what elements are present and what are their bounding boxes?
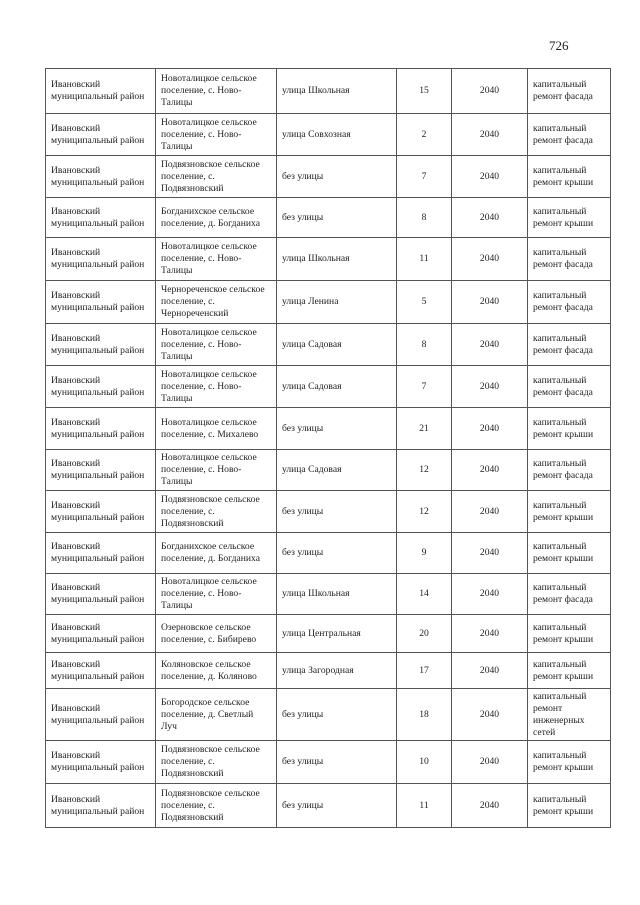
year-cell: 2040 <box>452 198 528 238</box>
year-cell: 2040 <box>452 741 528 784</box>
work-type-cell: капитальный ремонт крыши <box>528 408 611 450</box>
settlement-cell: Новоталицкое сельское поселение, с. Ново-Талицы <box>156 574 277 615</box>
street-cell: улица Загородная <box>277 653 397 689</box>
table-row <box>46 574 611 615</box>
house-number-cell: 12 <box>397 450 452 491</box>
work-type-cell: капитальный ремонт крыши <box>528 784 611 828</box>
street-cell: улица Школьная <box>277 238 397 281</box>
table-row <box>46 324 611 366</box>
table-row <box>46 784 611 828</box>
street-cell: без улицы <box>277 784 397 828</box>
year-cell: 2040 <box>452 69 528 114</box>
street-cell: без улицы <box>277 156 397 198</box>
table-row <box>46 114 611 156</box>
district-cell: Ивановский муниципальный район <box>46 653 156 689</box>
house-number-cell: 21 <box>397 408 452 450</box>
year-cell: 2040 <box>452 653 528 689</box>
house-number-cell: 5 <box>397 281 452 324</box>
district-cell: Ивановский муниципальный район <box>46 366 156 408</box>
table-row <box>46 491 611 533</box>
street-cell: улица Садовая <box>277 324 397 366</box>
settlement-cell: Новоталицкое сельское поселение, с. Михалево <box>156 408 277 450</box>
table-row <box>46 408 611 450</box>
work-type-cell: капитальный ремонт фасада <box>528 366 611 408</box>
table-row <box>46 238 611 281</box>
house-number-cell: 2 <box>397 114 452 156</box>
work-type-cell: капитальный ремонт фасада <box>528 574 611 615</box>
street-cell: без улицы <box>277 198 397 238</box>
settlement-cell: Озерновское сельское поселение, с. Бибирево <box>156 615 277 653</box>
settlement-cell: Новоталицкое сельское поселение, с. Ново-Талицы <box>156 69 277 114</box>
district-cell: Ивановский муниципальный район <box>46 784 156 828</box>
house-number-cell: 14 <box>397 574 452 615</box>
work-type-cell: капитальный ремонт крыши <box>528 653 611 689</box>
work-type-cell: капитальный ремонт крыши <box>528 491 611 533</box>
year-cell: 2040 <box>452 281 528 324</box>
house-number-cell: 11 <box>397 784 452 828</box>
house-number-cell: 20 <box>397 615 452 653</box>
street-cell: улица Школьная <box>277 69 397 114</box>
settlement-cell: Новоталицкое сельское поселение, с. Ново-Талицы <box>156 366 277 408</box>
year-cell: 2040 <box>452 156 528 198</box>
year-cell: 2040 <box>452 450 528 491</box>
page-number: 726 <box>549 38 569 53</box>
district-cell: Ивановский муниципальный район <box>46 156 156 198</box>
table-row <box>46 156 611 198</box>
street-cell: без улицы <box>277 408 397 450</box>
house-number-cell: 9 <box>397 533 452 574</box>
work-type-cell: капитальный ремонт фасада <box>528 450 611 491</box>
work-type-cell: капитальный ремонт фасада <box>528 281 611 324</box>
year-cell: 2040 <box>452 491 528 533</box>
house-number-cell: 8 <box>397 324 452 366</box>
table-row <box>46 689 611 741</box>
street-cell: улица Центральная <box>277 615 397 653</box>
house-number-cell: 12 <box>397 491 452 533</box>
work-type-cell: капитальный ремонт фасада <box>528 114 611 156</box>
street-cell: улица Садовая <box>277 366 397 408</box>
district-cell: Ивановский муниципальный район <box>46 615 156 653</box>
settlement-cell: Новоталицкое сельское поселение, с. Ново-Талицы <box>156 114 277 156</box>
house-number-cell: 7 <box>397 156 452 198</box>
house-number-cell: 7 <box>397 366 452 408</box>
repair-schedule-table <box>45 68 611 828</box>
house-number-cell: 18 <box>397 689 452 741</box>
street-cell: без улицы <box>277 533 397 574</box>
district-cell: Ивановский муниципальный район <box>46 450 156 491</box>
house-number-cell: 15 <box>397 69 452 114</box>
district-cell: Ивановский муниципальный район <box>46 741 156 784</box>
year-cell: 2040 <box>452 408 528 450</box>
street-cell: улица Ленина <box>277 281 397 324</box>
district-cell: Ивановский муниципальный район <box>46 574 156 615</box>
settlement-cell: Богданихское сельское поселение, д. Богданиха <box>156 198 277 238</box>
street-cell: улица Садовая <box>277 450 397 491</box>
settlement-cell: Подвязновское сельское поселение, с. Подвязновский <box>156 156 277 198</box>
settlement-cell: Подвязновское сельское поселение, с. Подвязновский <box>156 491 277 533</box>
settlement-cell: Подвязновское сельское поселение, с. Подвязновский <box>156 784 277 828</box>
district-cell: Ивановский муниципальный район <box>46 324 156 366</box>
work-type-cell: капитальный ремонт фасада <box>528 69 611 114</box>
year-cell: 2040 <box>452 689 528 741</box>
street-cell: без улицы <box>277 491 397 533</box>
settlement-cell: Богданихское сельское поселение, д. Богданиха <box>156 533 277 574</box>
table-row <box>46 366 611 408</box>
district-cell: Ивановский муниципальный район <box>46 689 156 741</box>
district-cell: Ивановский муниципальный район <box>46 69 156 114</box>
work-type-cell: капитальный ремонт фасада <box>528 324 611 366</box>
work-type-cell: капитальный ремонт крыши <box>528 156 611 198</box>
year-cell: 2040 <box>452 324 528 366</box>
work-type-cell: капитальный ремонт крыши <box>528 615 611 653</box>
settlement-cell: Новоталицкое сельское поселение, с. Ново-Талицы <box>156 324 277 366</box>
year-cell: 2040 <box>452 114 528 156</box>
table-row <box>46 741 611 784</box>
work-type-cell: капитальный ремонт крыши <box>528 533 611 574</box>
house-number-cell: 11 <box>397 238 452 281</box>
settlement-cell: Коляновское сельское поселение, д. Коляново <box>156 653 277 689</box>
house-number-cell: 10 <box>397 741 452 784</box>
year-cell: 2040 <box>452 615 528 653</box>
year-cell: 2040 <box>452 574 528 615</box>
district-cell: Ивановский муниципальный район <box>46 281 156 324</box>
settlement-cell: Богородское сельское поселение, д. Светлый Луч <box>156 689 277 741</box>
district-cell: Ивановский муниципальный район <box>46 198 156 238</box>
table-row <box>46 450 611 491</box>
house-number-cell: 17 <box>397 653 452 689</box>
year-cell: 2040 <box>452 533 528 574</box>
settlement-cell: Чернореченское сельское поселение, с. Чернореченский <box>156 281 277 324</box>
district-cell: Ивановский муниципальный район <box>46 491 156 533</box>
settlement-cell: Новоталицкое сельское поселение, с. Ново-Талицы <box>156 238 277 281</box>
year-cell: 2040 <box>452 366 528 408</box>
district-cell: Ивановский муниципальный район <box>46 114 156 156</box>
table-row <box>46 653 611 689</box>
street-cell: без улицы <box>277 741 397 784</box>
district-cell: Ивановский муниципальный район <box>46 408 156 450</box>
work-type-cell: капитальный ремонт инженерных сетей <box>528 689 611 741</box>
street-cell: без улицы <box>277 689 397 741</box>
table-row <box>46 533 611 574</box>
year-cell: 2040 <box>452 784 528 828</box>
district-cell: Ивановский муниципальный район <box>46 238 156 281</box>
table-row <box>46 281 611 324</box>
work-type-cell: капитальный ремонт крыши <box>528 198 611 238</box>
settlement-cell: Подвязновское сельское поселение, с. Подвязновский <box>156 741 277 784</box>
street-cell: улица Школьная <box>277 574 397 615</box>
table-row <box>46 615 611 653</box>
street-cell: улица Совхозная <box>277 114 397 156</box>
year-cell: 2040 <box>452 238 528 281</box>
settlement-cell: Новоталицкое сельское поселение, с. Ново-Талицы <box>156 450 277 491</box>
table-row <box>46 198 611 238</box>
work-type-cell: капитальный ремонт фасада <box>528 238 611 281</box>
table-row <box>46 69 611 114</box>
house-number-cell: 8 <box>397 198 452 238</box>
district-cell: Ивановский муниципальный район <box>46 533 156 574</box>
work-type-cell: капитальный ремонт крыши <box>528 741 611 784</box>
